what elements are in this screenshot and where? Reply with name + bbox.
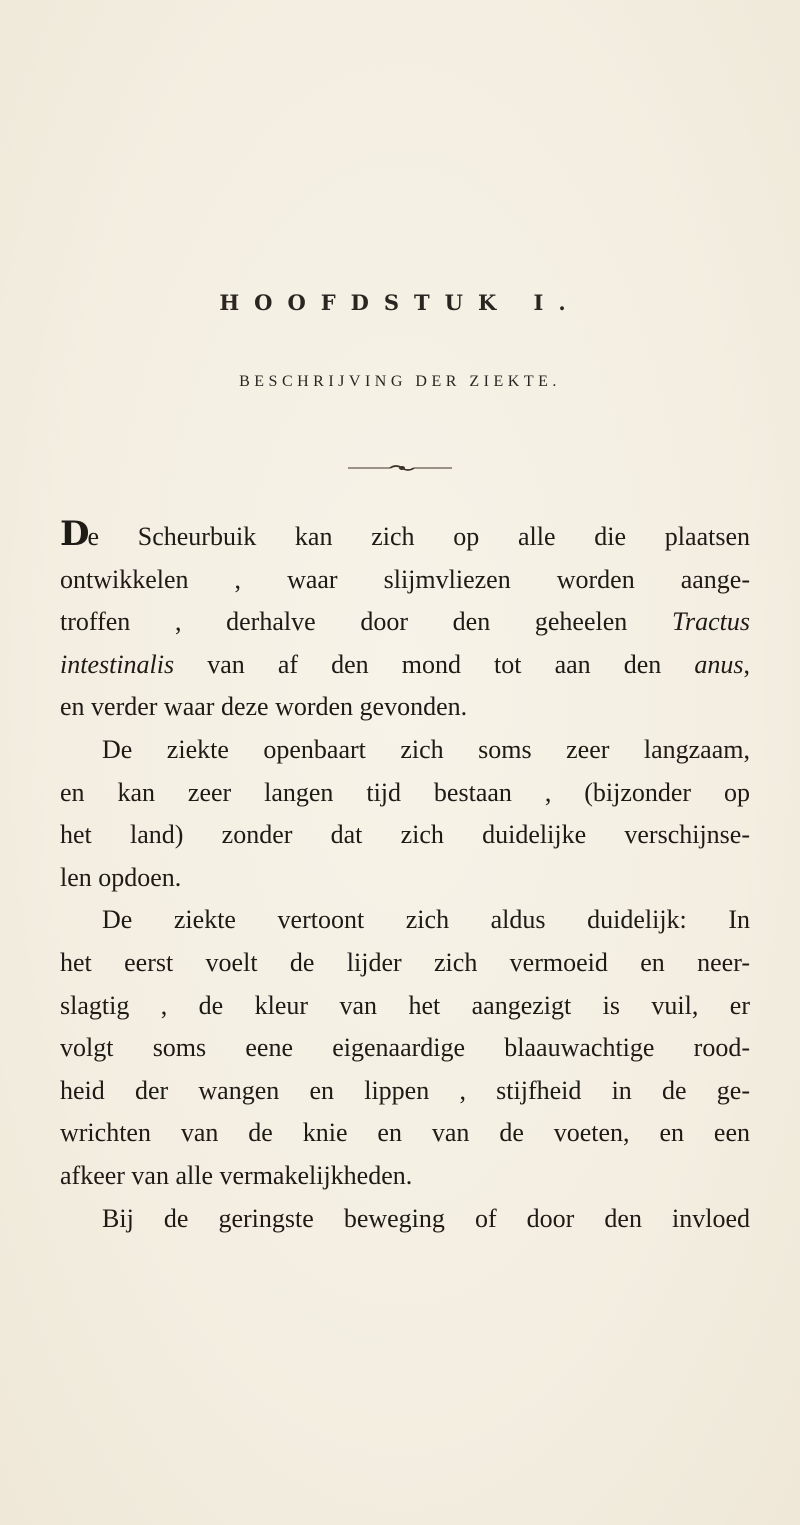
text-line-3: troffen , derhalve door den geheelen Tractus xyxy=(60,607,750,637)
text-line-1: De Scheurbuik kan zich op alle die plaatsen xyxy=(60,514,750,554)
text-line-7: en kan zeer langen tijd bestaan , (bijzonder op xyxy=(60,777,750,807)
text-line-17: Bij de geringste beweging of door den invloed xyxy=(102,1203,750,1233)
text-line-2: ontwikkelen , waar slijmvliezen worden aange- xyxy=(60,564,750,594)
text-line-10: De ziekte vertoont zich aldus duidelijk: In xyxy=(102,905,750,935)
drop-cap: D xyxy=(60,514,88,554)
chapter-heading: HOOFDSTUK I. xyxy=(219,290,581,315)
text-line-8: het land) zonder dat zich duidelijke verschijnse- xyxy=(60,820,750,850)
text-line-13: volgt soms eene eigenaardige blaauwachtige rood- xyxy=(60,1033,750,1063)
text-line-15: wrichten van de knie en van de voeten, en een xyxy=(60,1118,750,1148)
text-line-9: len opdoen. xyxy=(60,862,182,892)
ornamental-rule-icon xyxy=(340,464,460,472)
text-line-5: en verder waar deze worden gevonden. xyxy=(60,692,468,722)
text-line-4: intestinalis van af den mond tot aan den anus, xyxy=(60,649,750,679)
text-line-16: afkeer van alle vermakelijkheden. xyxy=(60,1160,413,1190)
text-line-14: heid der wangen en lippen , stijfheid in de ge- xyxy=(60,1075,750,1105)
text-line-11: het eerst voelt de lijder zich vermoeid en neer- xyxy=(60,947,750,977)
chapter-subheading: BESCHRIJVING DER ZIEKTE. xyxy=(239,373,561,390)
body-text xyxy=(60,516,750,1240)
text-line-12: slagtig , de kleur van het aangezigt is vuil, er xyxy=(60,990,750,1020)
text-line-6: De ziekte openbaart zich soms zeer langzaam, xyxy=(102,734,750,764)
